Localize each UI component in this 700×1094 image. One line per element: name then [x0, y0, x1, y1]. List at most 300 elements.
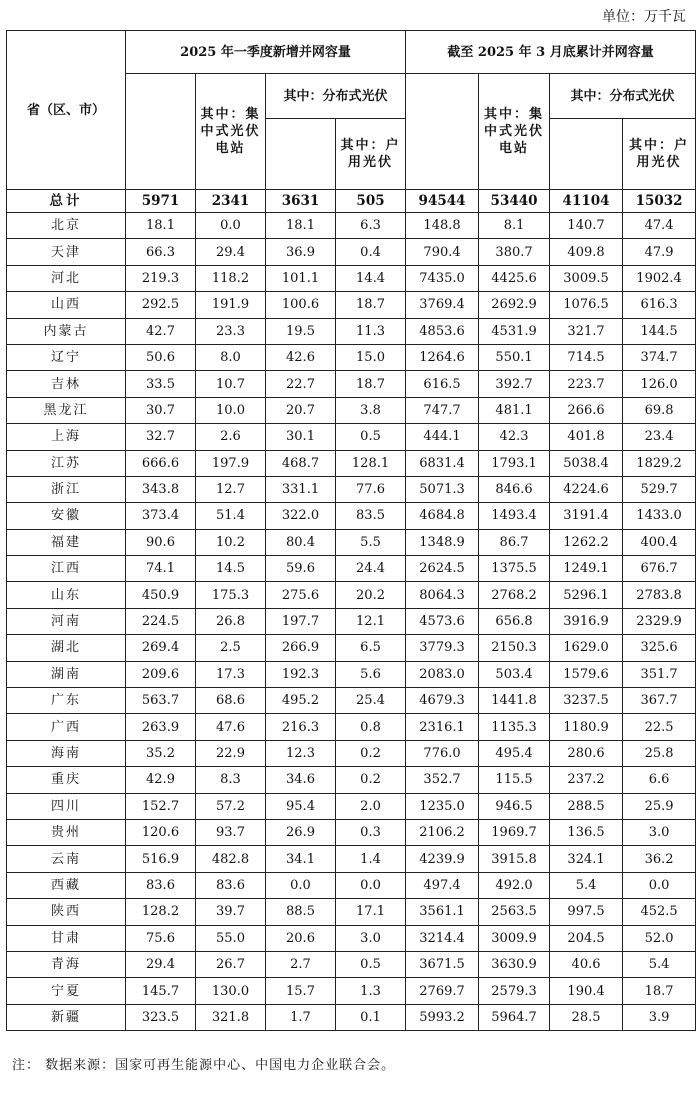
table-cell: 42.9: [126, 767, 196, 793]
table-cell: 23.4: [623, 424, 696, 450]
table-cell: 481.1: [479, 397, 550, 423]
province-name: 甘肃: [7, 925, 126, 951]
province-name: 福建: [7, 529, 126, 555]
cum-total-header: [406, 74, 479, 190]
table-cell: 325.6: [623, 635, 696, 661]
table-cell: 59.6: [266, 556, 336, 582]
table-cell: 495.2: [266, 688, 336, 714]
table-cell: 18.7: [336, 292, 406, 318]
table-cell: 4573.6: [406, 608, 479, 634]
table-cell: 145.7: [126, 978, 196, 1004]
table-cell: 656.8: [479, 608, 550, 634]
table-cell: 409.8: [550, 239, 623, 265]
total-cell: 505: [336, 190, 406, 213]
cum-household-header: 其中：户用光伏: [623, 119, 696, 190]
table-row: [7, 556, 696, 582]
table-cell: 26.7: [196, 951, 266, 977]
total-row: [7, 190, 696, 213]
province-name: 青海: [7, 951, 126, 977]
table-cell: 2624.5: [406, 556, 479, 582]
table-cell: 280.6: [550, 740, 623, 766]
table-cell: 352.7: [406, 767, 479, 793]
table-cell: 380.7: [479, 239, 550, 265]
table-cell: 219.3: [126, 265, 196, 291]
table-cell: 209.6: [126, 661, 196, 687]
table-cell: 3.0: [336, 925, 406, 951]
province-name: 黑龙江: [7, 397, 126, 423]
table-cell: 22.5: [623, 714, 696, 740]
table-row: [7, 767, 696, 793]
table-cell: 34.1: [266, 846, 336, 872]
table-cell: 1793.1: [479, 450, 550, 476]
table-cell: 1375.5: [479, 556, 550, 582]
table-cell: 29.4: [196, 239, 266, 265]
table-cell: 30.1: [266, 424, 336, 450]
table-cell: 216.3: [266, 714, 336, 740]
table-cell: 19.5: [266, 318, 336, 344]
table-cell: 47.4: [623, 213, 696, 239]
table-row: [7, 213, 696, 239]
table-cell: 15.7: [266, 978, 336, 1004]
total-cell: 94544: [406, 190, 479, 213]
table-cell: 80.4: [266, 529, 336, 555]
table-cell: 5964.7: [479, 1004, 550, 1030]
table-cell: 20.7: [266, 397, 336, 423]
table-cell: 776.0: [406, 740, 479, 766]
province-name: 上海: [7, 424, 126, 450]
table-cell: 144.5: [623, 318, 696, 344]
table-cell: 83.6: [196, 872, 266, 898]
province-name: 浙江: [7, 476, 126, 502]
table-cell: 3630.9: [479, 951, 550, 977]
table-cell: 5.4: [550, 872, 623, 898]
table-cell: 74.1: [126, 556, 196, 582]
table-cell: 790.4: [406, 239, 479, 265]
table-cell: 321.8: [196, 1004, 266, 1030]
table-cell: 3.0: [623, 819, 696, 845]
table-cell: 224.5: [126, 608, 196, 634]
table-cell: 1.3: [336, 978, 406, 1004]
table-cell: 2329.9: [623, 608, 696, 634]
table-cell: 1579.6: [550, 661, 623, 687]
table-cell: 42.6: [266, 344, 336, 370]
table-cell: 17.3: [196, 661, 266, 687]
table-body: [7, 213, 696, 1031]
table-cell: 3.8: [336, 397, 406, 423]
table-cell: 42.7: [126, 318, 196, 344]
total-cell: 2341: [196, 190, 266, 213]
table-row: [7, 582, 696, 608]
province-name: 海南: [7, 740, 126, 766]
table-cell: 1493.4: [479, 503, 550, 529]
table-header: [7, 31, 696, 190]
table-cell: 1348.9: [406, 529, 479, 555]
table-cell: 7435.0: [406, 265, 479, 291]
table-cell: 0.5: [336, 951, 406, 977]
table-cell: 1629.0: [550, 635, 623, 661]
table-cell: 269.4: [126, 635, 196, 661]
province-name: 湖南: [7, 661, 126, 687]
table-cell: 3191.4: [550, 503, 623, 529]
table-cell: 616.5: [406, 371, 479, 397]
new-household-header: 其中：户用光伏: [336, 119, 406, 190]
province-name: 北京: [7, 213, 126, 239]
table-cell: 93.7: [196, 819, 266, 845]
table-cell: 120.6: [126, 819, 196, 845]
new-distributed-sub: [266, 119, 336, 190]
table-cell: 18.7: [336, 371, 406, 397]
table-cell: 32.7: [126, 424, 196, 450]
table-cell: 0.0: [623, 872, 696, 898]
table-cell: 373.4: [126, 503, 196, 529]
province-name: 内蒙古: [7, 318, 126, 344]
table-cell: 36.2: [623, 846, 696, 872]
table-row: [7, 318, 696, 344]
table-cell: 2.0: [336, 793, 406, 819]
table-cell: 66.3: [126, 239, 196, 265]
province-name: 重庆: [7, 767, 126, 793]
table-row: [7, 608, 696, 634]
table-cell: 0.4: [336, 239, 406, 265]
table-row: [7, 740, 696, 766]
table-row: [7, 344, 696, 370]
table-cell: 23.3: [196, 318, 266, 344]
table-cell: 3009.5: [550, 265, 623, 291]
table-cell: 26.9: [266, 819, 336, 845]
table-cell: 5.6: [336, 661, 406, 687]
province-name: 河南: [7, 608, 126, 634]
table-cell: 2768.2: [479, 582, 550, 608]
table-cell: 666.6: [126, 450, 196, 476]
province-name: 江苏: [7, 450, 126, 476]
table-cell: 10.7: [196, 371, 266, 397]
table-cell: 5.5: [336, 529, 406, 555]
table-cell: 8.1: [479, 213, 550, 239]
table-cell: 12.7: [196, 476, 266, 502]
table-cell: 2579.3: [479, 978, 550, 1004]
table-cell: 33.5: [126, 371, 196, 397]
table-cell: 90.6: [126, 529, 196, 555]
table-cell: 3779.3: [406, 635, 479, 661]
table-cell: 8064.3: [406, 582, 479, 608]
table-row: [7, 371, 696, 397]
table-cell: 68.6: [196, 688, 266, 714]
table-cell: 197.9: [196, 450, 266, 476]
table-cell: 26.8: [196, 608, 266, 634]
province-name: 贵州: [7, 819, 126, 845]
table-cell: 1262.2: [550, 529, 623, 555]
unit-label: 单位：万千瓦: [602, 9, 686, 25]
table-cell: 1.4: [336, 846, 406, 872]
table-cell: 324.1: [550, 846, 623, 872]
table-row: [7, 714, 696, 740]
group-header-cumulative: 截至 2025 年 3 月底累计并网容量: [406, 31, 696, 74]
total-cell: 15032: [623, 190, 696, 213]
table-cell: 12.3: [266, 740, 336, 766]
table-cell: 20.2: [336, 582, 406, 608]
table-cell: 997.5: [550, 899, 623, 925]
table-cell: 3915.8: [479, 846, 550, 872]
table-row: [7, 925, 696, 951]
table-cell: 8.0: [196, 344, 266, 370]
total-label: 总计: [7, 190, 126, 213]
table-cell: 2.7: [266, 951, 336, 977]
province-name: 四川: [7, 793, 126, 819]
table-cell: 17.1: [336, 899, 406, 925]
table-cell: 18.7: [623, 978, 696, 1004]
table-cell: 83.6: [126, 872, 196, 898]
table-cell: 2150.3: [479, 635, 550, 661]
table-cell: 14.4: [336, 265, 406, 291]
province-name: 宁夏: [7, 978, 126, 1004]
table-cell: 529.7: [623, 476, 696, 502]
province-name: 天津: [7, 239, 126, 265]
table-cell: 0.2: [336, 767, 406, 793]
province-name: 河北: [7, 265, 126, 291]
table-cell: 331.1: [266, 476, 336, 502]
table-cell: 140.7: [550, 213, 623, 239]
table-row: [7, 951, 696, 977]
table-cell: 0.0: [196, 213, 266, 239]
table-cell: 747.7: [406, 397, 479, 423]
table-cell: 1829.2: [623, 450, 696, 476]
table-cell: 50.6: [126, 344, 196, 370]
table-cell: 497.4: [406, 872, 479, 898]
table-cell: 51.4: [196, 503, 266, 529]
table-cell: 4239.9: [406, 846, 479, 872]
province-name: 湖北: [7, 635, 126, 661]
table-cell: 148.8: [406, 213, 479, 239]
table-row: [7, 872, 696, 898]
table-cell: 191.9: [196, 292, 266, 318]
table-cell: 1433.0: [623, 503, 696, 529]
table-cell: 1441.8: [479, 688, 550, 714]
table-cell: 4531.9: [479, 318, 550, 344]
table-cell: 5038.4: [550, 450, 623, 476]
table-cell: 86.7: [479, 529, 550, 555]
table-row: [7, 476, 696, 502]
table-cell: 57.2: [196, 793, 266, 819]
table-row: [7, 503, 696, 529]
table-row: [7, 793, 696, 819]
table-cell: 10.0: [196, 397, 266, 423]
table-cell: 367.7: [623, 688, 696, 714]
table-cell: 1969.7: [479, 819, 550, 845]
province-name: 安徽: [7, 503, 126, 529]
total-cell: 3631: [266, 190, 336, 213]
table-cell: 4853.6: [406, 318, 479, 344]
total-cell: 53440: [479, 190, 550, 213]
table-cell: 152.7: [126, 793, 196, 819]
table-cell: 321.7: [550, 318, 623, 344]
table-cell: 47.6: [196, 714, 266, 740]
table-cell: 516.9: [126, 846, 196, 872]
table-cell: 1249.1: [550, 556, 623, 582]
cum-distributed-sub: [550, 119, 623, 190]
table-cell: 115.5: [479, 767, 550, 793]
table-cell: 0.5: [336, 424, 406, 450]
table-cell: 126.0: [623, 371, 696, 397]
table-cell: 343.8: [126, 476, 196, 502]
pv-capacity-table: [6, 30, 696, 1031]
table-cell: 468.7: [266, 450, 336, 476]
new-total-header: [126, 74, 196, 190]
table-cell: 5993.2: [406, 1004, 479, 1030]
table-cell: 492.0: [479, 872, 550, 898]
table-cell: 1135.3: [479, 714, 550, 740]
table-cell: 1264.6: [406, 344, 479, 370]
table-cell: 266.9: [266, 635, 336, 661]
table-cell: 0.0: [336, 872, 406, 898]
table-cell: 450.9: [126, 582, 196, 608]
table-cell: 101.1: [266, 265, 336, 291]
table-cell: 6.5: [336, 635, 406, 661]
table-cell: 3561.1: [406, 899, 479, 925]
table-cell: 75.6: [126, 925, 196, 951]
table-cell: 2316.1: [406, 714, 479, 740]
province-name: 山西: [7, 292, 126, 318]
table-cell: 69.8: [623, 397, 696, 423]
table-cell: 130.0: [196, 978, 266, 1004]
table-cell: 2783.8: [623, 582, 696, 608]
table-cell: 25.4: [336, 688, 406, 714]
table-cell: 8.3: [196, 767, 266, 793]
table-cell: 2.5: [196, 635, 266, 661]
table-cell: 3.9: [623, 1004, 696, 1030]
table-cell: 351.7: [623, 661, 696, 687]
table-cell: 40.6: [550, 951, 623, 977]
total-cell: 5971: [126, 190, 196, 213]
table-cell: 2106.2: [406, 819, 479, 845]
table-cell: 275.6: [266, 582, 336, 608]
province-name: 西藏: [7, 872, 126, 898]
table-cell: 128.1: [336, 450, 406, 476]
table-row: [7, 635, 696, 661]
table-cell: 22.9: [196, 740, 266, 766]
table-cell: 495.4: [479, 740, 550, 766]
table-cell: 14.5: [196, 556, 266, 582]
table-cell: 18.1: [126, 213, 196, 239]
table-cell: 128.2: [126, 899, 196, 925]
table-cell: 266.6: [550, 397, 623, 423]
province-name: 云南: [7, 846, 126, 872]
table-cell: 10.2: [196, 529, 266, 555]
table-row: [7, 661, 696, 687]
table-cell: 18.1: [266, 213, 336, 239]
table-row: [7, 1004, 696, 1030]
table-cell: 28.5: [550, 1004, 623, 1030]
table-cell: 6831.4: [406, 450, 479, 476]
table-cell: 4679.3: [406, 688, 479, 714]
table-cell: 0.3: [336, 819, 406, 845]
province-name: 陕西: [7, 899, 126, 925]
table-cell: 3916.9: [550, 608, 623, 634]
table-cell: 15.0: [336, 344, 406, 370]
table-cell: 42.3: [479, 424, 550, 450]
province-name: 新疆: [7, 1004, 126, 1030]
table-cell: 47.9: [623, 239, 696, 265]
province-header: 省（区、市）: [7, 31, 126, 190]
table-cell: 5.4: [623, 951, 696, 977]
table-cell: 5071.3: [406, 476, 479, 502]
table-cell: 550.1: [479, 344, 550, 370]
table-row: [7, 265, 696, 291]
table-cell: 0.2: [336, 740, 406, 766]
table-cell: 0.8: [336, 714, 406, 740]
table-row: [7, 846, 696, 872]
province-name: 广东: [7, 688, 126, 714]
table-cell: 55.0: [196, 925, 266, 951]
table-cell: 1235.0: [406, 793, 479, 819]
table-row: [7, 899, 696, 925]
table-row: [7, 450, 696, 476]
table-cell: 0.1: [336, 1004, 406, 1030]
province-name: 吉林: [7, 371, 126, 397]
table-cell: 4425.6: [479, 265, 550, 291]
table-row: [7, 688, 696, 714]
table-cell: 1902.4: [623, 265, 696, 291]
table-row: [7, 529, 696, 555]
table-cell: 11.3: [336, 318, 406, 344]
table-cell: 118.2: [196, 265, 266, 291]
cum-centralized-header: 其中：集中式光伏电站: [479, 74, 550, 190]
table-row: [7, 397, 696, 423]
table-cell: 6.6: [623, 767, 696, 793]
table-cell: 563.7: [126, 688, 196, 714]
table-row: [7, 424, 696, 450]
table-cell: 192.3: [266, 661, 336, 687]
table-cell: 25.8: [623, 740, 696, 766]
table-cell: 292.5: [126, 292, 196, 318]
table-row: [7, 292, 696, 318]
table-cell: 95.4: [266, 793, 336, 819]
table-cell: 3237.5: [550, 688, 623, 714]
table-cell: 400.4: [623, 529, 696, 555]
table-cell: 25.9: [623, 793, 696, 819]
table-cell: 6.3: [336, 213, 406, 239]
table-cell: 444.1: [406, 424, 479, 450]
table-cell: 392.7: [479, 371, 550, 397]
table-cell: 846.6: [479, 476, 550, 502]
table-cell: 204.5: [550, 925, 623, 951]
table-cell: 39.7: [196, 899, 266, 925]
table-cell: 2563.5: [479, 899, 550, 925]
province-name: 辽宁: [7, 344, 126, 370]
new-distributed-header: 其中：分布式光伏: [266, 74, 406, 119]
table-cell: 22.7: [266, 371, 336, 397]
table-cell: 452.5: [623, 899, 696, 925]
table-cell: 36.9: [266, 239, 336, 265]
group-header-new-q1: 2025 年一季度新增并网容量: [126, 31, 406, 74]
table-cell: 77.6: [336, 476, 406, 502]
province-name: 江西: [7, 556, 126, 582]
table-cell: 83.5: [336, 503, 406, 529]
total-cell: 41104: [550, 190, 623, 213]
table-cell: 946.5: [479, 793, 550, 819]
table-cell: 223.7: [550, 371, 623, 397]
cum-distributed-header: 其中：分布式光伏: [550, 74, 696, 119]
table-cell: 4224.6: [550, 476, 623, 502]
table-row: [7, 819, 696, 845]
table-cell: 12.1: [336, 608, 406, 634]
province-name: 山东: [7, 582, 126, 608]
table-cell: 237.2: [550, 767, 623, 793]
table-cell: 20.6: [266, 925, 336, 951]
table-cell: 714.5: [550, 344, 623, 370]
table-cell: 2692.9: [479, 292, 550, 318]
table-cell: 0.0: [266, 872, 336, 898]
table-cell: 616.3: [623, 292, 696, 318]
